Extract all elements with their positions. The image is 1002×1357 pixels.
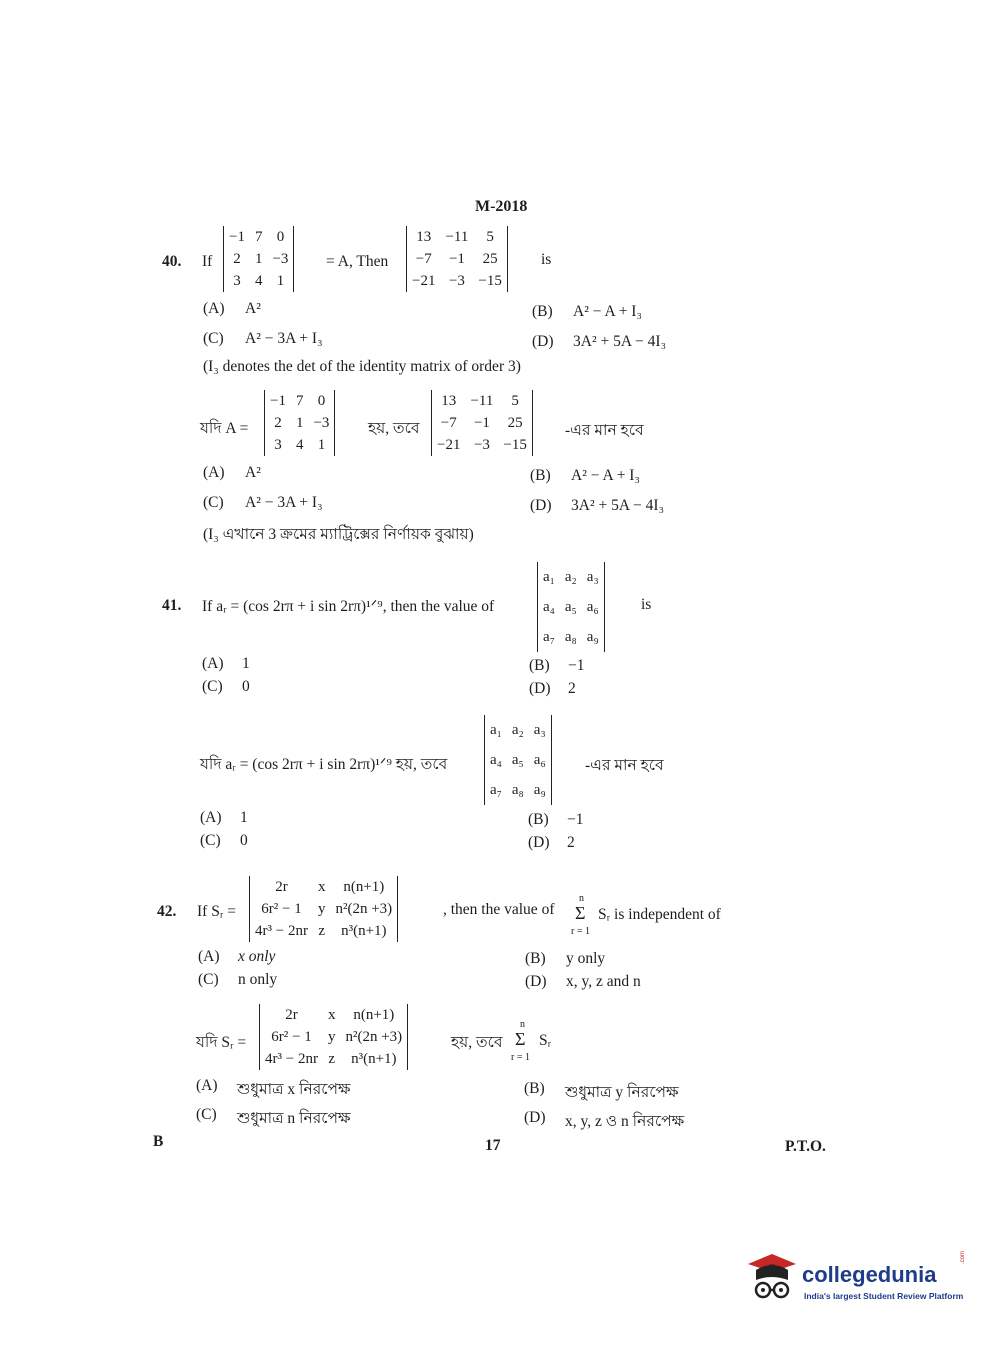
det-row [432,434,532,456]
det-cell: −7 [440,414,457,431]
q42-opt-b: y only [566,950,606,967]
det-cell: a₉ [533,781,546,798]
det-row [250,876,397,898]
q40-det-b [406,226,508,292]
det-cell: n³(n+1) [351,1050,397,1067]
q42-bn-if-s: যদি Sᵣ = [196,1034,247,1051]
det-cell: −3 [448,272,465,289]
det-row [485,775,551,805]
det-row [260,1026,407,1048]
det-cell: −11 [445,228,469,245]
footer-set-label: B [153,1133,164,1150]
det-cell: 7 [295,392,304,409]
q40-bn-opt-b: A² − A + I₃ [571,467,640,484]
det-cell: a₂ [564,568,577,585]
q40-bn-det-b [431,390,533,456]
det-cell: a₈ [511,781,524,798]
q40-if: If [202,253,213,270]
det-cell: −1 [270,392,286,409]
q41-det [537,562,605,652]
det-cell: −1 [229,228,245,245]
det-cell: n²(2n +3) [335,900,393,917]
q42-opt-c-label: (C) [198,971,219,988]
det-row [250,898,397,920]
q42-opt-b-label: (B) [525,950,546,967]
det-row [260,1048,407,1070]
det-row [407,270,507,292]
det-cell: x [317,878,326,895]
q41-stem: If aᵣ = (cos 2rπ + i sin 2rπ)¹ᐟ⁹, then the value of [202,598,495,615]
q40-bn-opt-b-label: (B) [530,467,551,484]
q42-stem-tail: , then the value of [443,901,555,918]
q42-bn-opt-a-label: (A) [196,1077,218,1094]
det-cell: x [327,1006,336,1023]
q41-bn-opt-b-label: (B) [528,811,549,828]
q42-bn-det-body [260,1004,407,1070]
q41-bn-opt-a: 1 [240,809,248,826]
q41-bn-opt-b: −1 [567,811,584,828]
det-cell: 13 [441,392,457,409]
q40-opt-a: A² [245,300,261,317]
det-cell: a₄ [490,751,502,768]
q40-det-a-body [224,226,293,292]
det-cell: 13 [416,228,432,245]
q40-bn-det-a-body [265,390,334,456]
q40-bn-value: -এর মান হবে [565,422,644,439]
det-cell: 2 [274,414,282,431]
q42-opt-d: x, y, z and n [566,973,641,990]
det-row [407,248,507,270]
q41-bn-opt-d-label: (D) [528,834,550,851]
det-cell: 6r² − 1 [271,1028,312,1045]
det-row [538,562,604,592]
q40-bn-opt-a: A² [245,464,261,481]
q42-bn-opt-d: x, y, z ও n নিরপেক্ষ [565,1113,685,1130]
det-cell: 5 [511,392,519,409]
q42-if-s: If Sᵣ = [197,903,236,920]
q40-opt-d: 3A² + 5A − 4I₃ [573,333,666,350]
q41-bn-stem: যদি aᵣ = (cos 2rπ + i sin 2rπ)¹ᐟ⁹ হয়, তবে [200,756,448,773]
det-row [485,715,551,745]
det-cell: 1 [317,436,326,453]
det-cell: a₃ [586,568,599,585]
q42-opt-a-label: (A) [198,948,220,965]
det-cell: a₈ [564,628,577,645]
q42-bn-sum-bottom: r = 1 [511,1052,530,1063]
q40-det-a [223,226,294,292]
q42-opt-c: n only [238,971,278,988]
q42-bn-sum-top: n [520,1019,525,1030]
exam-code: M-2018 [475,198,528,215]
det-row [224,248,293,270]
det-cell: a₉ [586,628,599,645]
det-row [538,622,604,652]
q41-bn-opt-a-label: (A) [200,809,222,826]
det-row [265,412,334,434]
det-cell: 7 [254,228,263,245]
q41-opt-a-label: (A) [202,655,224,672]
collegedunia-logo[interactable] [742,1250,977,1310]
q41-opt-d-label: (D) [529,680,551,697]
det-cell: a₇ [490,781,502,798]
det-cell: a₁ [543,568,555,585]
det-cell: y [317,900,326,917]
det-row [432,412,532,434]
q42-bn-opt-b-label: (B) [524,1080,545,1097]
q41-bn-opt-d: 2 [567,834,575,851]
q42-sum-top: n [579,893,584,904]
q41-is: is [641,596,652,613]
mascot-icon [742,1250,800,1308]
det-cell: −1 [473,414,490,431]
q41-opt-d: 2 [568,680,576,697]
det-cell: −7 [415,250,432,267]
det-cell: −21 [437,436,461,453]
q41-opt-b: −1 [568,657,585,674]
det-row [224,226,293,248]
det-cell: 4 [295,436,304,453]
det-cell: 25 [482,250,498,267]
det-row [485,745,551,775]
det-cell: −15 [478,272,502,289]
det-cell: −3 [313,414,330,431]
q40-bn-hoy-tobe: হয়, তবে [368,420,420,437]
det-cell: 2r [275,878,288,895]
det-cell: a₄ [543,598,555,615]
det-cell: 0 [276,228,285,245]
q40-bn-det-a [264,390,335,456]
det-cell: 3 [274,436,282,453]
q40-bn-opt-c-label: (C) [203,494,224,511]
q41-opt-b-label: (B) [529,657,550,674]
q40-opt-b: A² − A + I₃ [573,303,642,320]
q42-det [249,876,398,942]
q42-bn-opt-d-label: (D) [524,1109,546,1126]
det-row [265,434,334,456]
det-cell: 25 [507,414,523,431]
q42-bn-opt-a: শুধুমাত্র x নিরপেক্ষ [237,1081,351,1098]
det-cell: −3 [272,250,289,267]
det-cell: 0 [317,392,326,409]
det-cell: y [327,1028,336,1045]
q41-bn-det [484,715,552,805]
det-cell: −15 [503,436,527,453]
det-cell: z [318,922,326,939]
det-cell: −11 [470,392,494,409]
det-cell: n²(2n +3) [345,1028,403,1045]
q42-bn-hoy-tobe: হয়, তবে [451,1034,503,1051]
det-cell: a₁ [490,721,502,738]
det-cell: a₆ [586,598,599,615]
q42-sum-term: Sᵣ is independent of [598,906,721,923]
q41-opt-a: 1 [242,655,250,672]
det-cell: 4 [254,272,263,289]
det-row [265,390,334,412]
q42-bn-opt-c-label: (C) [196,1106,217,1123]
q40-bn-opt-a-label: (A) [203,464,225,481]
q40-opt-a-label: (A) [203,300,225,317]
q40-opt-b-label: (B) [532,303,553,320]
det-cell: −3 [473,436,490,453]
q42-det-body [250,876,397,942]
q42-bn-sum-sign: Σ [515,1029,526,1049]
q42-sum-bottom: r = 1 [571,926,590,937]
det-cell: 4r³ − 2nr [255,922,308,939]
det-cell: −1 [448,250,465,267]
det-cell: 1 [254,250,263,267]
logo-tagline: India's largest Student Review Platform [804,1291,964,1301]
det-cell: n(n+1) [353,1006,395,1023]
det-cell: 5 [486,228,494,245]
q41-number: 41. [162,597,182,614]
q42-number: 42. [157,903,177,920]
det-cell: n³(n+1) [341,922,387,939]
det-cell: a₆ [533,751,546,768]
q40-bn-note: (I₃ এখানে 3 ক্রমের ম্যাট্রিক্সের নির্ণায়ক বুঝায়) [203,526,474,543]
det-cell: 2 [233,250,241,267]
det-cell: z [328,1050,336,1067]
det-row [250,920,397,942]
det-row [224,270,293,292]
q41-det-body [538,562,604,652]
q42-bn-det [259,1004,408,1070]
det-cell: a₇ [543,628,555,645]
q41-bn-det-body [485,715,551,805]
q42-opt-a: x only [238,948,276,965]
q40-opt-d-label: (D) [532,333,554,350]
q40-note: (I₃ denotes the det of the identity matrix of order 3) [203,358,521,375]
det-row [407,226,507,248]
q40-bn-det-b-body [432,390,532,456]
det-cell: a₅ [511,751,524,768]
q41-bn-opt-c-label: (C) [200,832,221,849]
det-cell: n(n+1) [343,878,385,895]
q42-bn-opt-c: শুধুমাত্র n নিরপেক্ষ [237,1110,351,1127]
footer-page-number: 17 [485,1137,501,1154]
q40-is: is [541,251,552,268]
q40-bn-opt-d: 3A² + 5A − 4I₃ [571,497,664,514]
q42-sum-sign: Σ [575,903,586,923]
det-row [260,1004,407,1026]
q40-opt-c-label: (C) [203,330,224,347]
q42-bn-opt-b: শুধুমাত্র y নিরপেক্ষ [565,1084,679,1101]
q40-bn-opt-c: A² − 3A + I₃ [245,494,323,511]
det-cell: 1 [276,272,285,289]
q42-bn-sum-term: Sᵣ [539,1032,552,1049]
q40-opt-c: A² − 3A + I₃ [245,330,323,347]
det-row [432,390,532,412]
det-cell: 6r² − 1 [261,900,302,917]
det-cell: 2r [285,1006,298,1023]
logo-com: .com [960,1250,966,1264]
q41-bn-opt-c: 0 [240,832,248,849]
det-cell: 1 [295,414,304,431]
q40-det-b-body [407,226,507,292]
det-cell: a₂ [511,721,524,738]
q41-bn-value: -এর মান হবে [585,757,664,774]
q40-bn-if-a: যদি A = [200,420,249,437]
det-cell: 4r³ − 2nr [265,1050,318,1067]
det-cell: 3 [233,272,241,289]
q40-bn-opt-d-label: (D) [530,497,552,514]
q41-opt-c: 0 [242,678,250,695]
q41-opt-c-label: (C) [202,678,223,695]
det-row [538,592,604,622]
q40-number: 40. [162,253,182,270]
det-cell: a₅ [564,598,577,615]
det-cell: a₃ [533,721,546,738]
footer-pto: P.T.O. [785,1138,826,1155]
q42-opt-d-label: (D) [525,973,547,990]
q40-then: = A, Then [326,253,389,270]
det-cell: −21 [412,272,436,289]
logo-name: collegedunia [802,1262,937,1287]
